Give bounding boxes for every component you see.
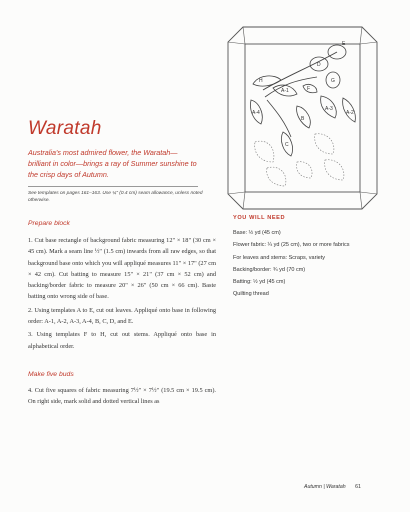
step-2: 2. Using templates A to E, cut out leaves. Appliqué onto base in following order: A-1, A-2, A-3, A-4, B, C, D, and E. <box>28 306 216 326</box>
label-d: D <box>317 62 321 68</box>
quilting-outline-3 <box>315 134 334 154</box>
page-number: 61 <box>355 484 361 490</box>
label-a3: A-3 <box>325 106 333 112</box>
template-note: See templates on pages 161–163. Use ¼" (0.4 cm) seam allowance, unless noted otherwise. <box>28 191 203 203</box>
label-g: G <box>331 78 335 84</box>
label-a1: A-1 <box>281 88 289 94</box>
buds-steps <box>28 385 216 410</box>
intro-text: Australia's most admired flower, the Waratah—brilliant in color—brings a ray of Summer sunshine to the crisp days of Autumn. <box>28 148 197 179</box>
material-item: Quilting thread <box>233 291 269 298</box>
material-item: Flower fabric: ¼ yd (25 cm), two or more fabrics <box>233 242 350 249</box>
materials-heading: YOU WILL NEED <box>233 215 286 221</box>
step-3: 3. Using templates F to H, cut out stems. Appliqué onto base in alphabetical order. <box>28 331 216 350</box>
quilting-outline-1 <box>255 141 274 162</box>
label-h: H <box>259 78 263 84</box>
leaf-h <box>253 76 281 86</box>
quilt-block-diagram <box>225 22 380 212</box>
material-item: Base: ½ yd (45 cm) <box>233 230 281 236</box>
label-a4: A-4 <box>252 110 260 116</box>
label-c: C <box>285 142 289 148</box>
material-item: Backing/border: ¾ yd (70 cm) <box>233 266 306 273</box>
material-item: For leaves and stems: Scraps, variety <box>233 254 326 261</box>
stem-main <box>263 52 337 90</box>
section-heading-prepare: Prepare block <box>28 220 70 227</box>
step-1: 1. Cut base rectangle of background fabric measuring 12" × 18" (30 cm × 45 cm). Mark a seam line ½" (1.5 cm) inwards from all raw edges, so that background base onto which you will appliqué measures 11" × 17" (27 cm × 42 cm). Cut batting to measure 15" × 21" (37 cm × 52 cm) and backing/border fabric to measure 20" × 26" (50 cm × 66 cm). Baste batting onto wrong side of base. <box>28 237 216 301</box>
prepare-steps <box>28 235 216 354</box>
quilting-outline-4 <box>325 160 344 180</box>
label-f: F <box>307 86 311 92</box>
step-4: 4. Cut five squares of fabric measuring 7½" × 7½" (19.5 cm × 19.5 cm). On right side, mark solid and dotted vertical lines as <box>28 387 216 406</box>
materials-list <box>233 215 383 301</box>
label-a2: A-2 <box>346 110 354 116</box>
label-e: E <box>342 41 346 47</box>
footer-chapter: Autumn | Waratah <box>304 484 346 490</box>
page-title: Waratah <box>28 118 102 139</box>
divider <box>28 186 198 187</box>
label-b: B <box>301 116 305 122</box>
quilting-outline-5 <box>297 162 312 178</box>
page-footer <box>304 484 361 490</box>
stem-lower <box>267 100 291 137</box>
quilting-outline-2 <box>267 167 286 186</box>
section-heading-buds: Make five buds <box>28 371 74 378</box>
material-item: Batting: ½ yd (45 cm) <box>233 279 286 286</box>
